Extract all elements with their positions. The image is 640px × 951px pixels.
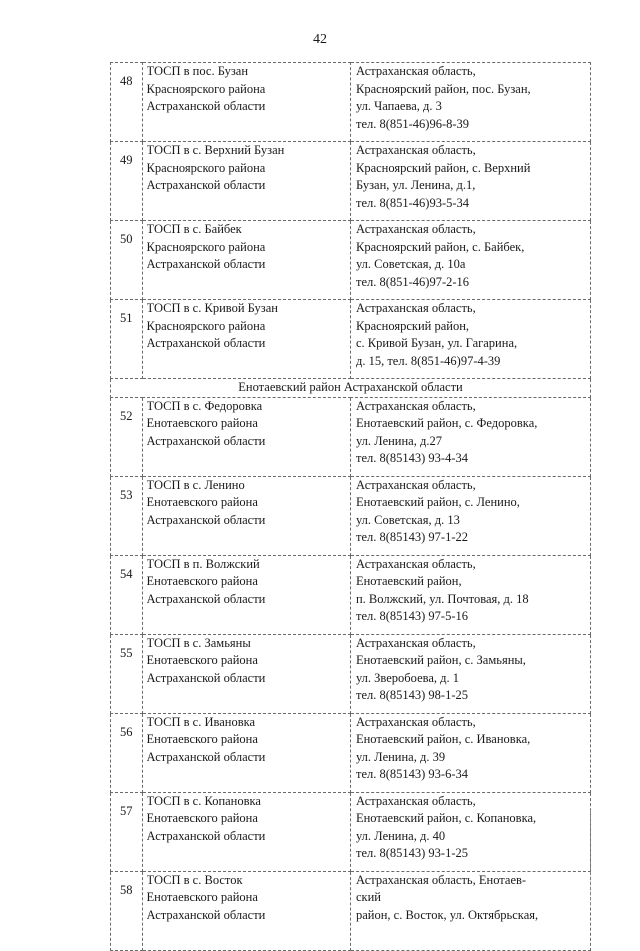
office-name-cell: [142, 555, 350, 634]
address-cell: [350, 792, 590, 871]
office-name-cell: [142, 397, 350, 476]
row-number: 55: [111, 634, 143, 713]
table-row: [111, 63, 591, 142]
address-line: Астраханская область,: [355, 556, 476, 571]
table-row: [111, 713, 591, 792]
address-line: ул. Ленина, д. 40: [355, 828, 446, 843]
address-line: Красноярский район, с. Байбек,: [355, 239, 525, 254]
office-name-cell: [142, 792, 350, 871]
office-name-line: ТОСП в с. Байбек: [146, 222, 242, 236]
address-line: ул. Чапаева, д. 3: [355, 99, 442, 113]
address-line: Астраханская область,: [355, 222, 476, 236]
address-line: район, с. Восток, ул. Октябрьская,: [355, 907, 539, 922]
office-name-line: Енотаевского района: [146, 732, 258, 746]
address-line: тел. 8(85143) 97-5-16: [355, 609, 469, 623]
office-name-line: Астраханской области: [146, 99, 266, 113]
row-number: 57: [111, 792, 143, 871]
address-line: ул. Ленина, д.27: [355, 433, 442, 448]
district-header-row: [111, 379, 591, 398]
address-cell: [350, 221, 590, 300]
address-line: Енотаевский район, с. Ивановка,: [355, 732, 531, 746]
office-name-line: Енотаевского района: [146, 416, 258, 430]
address-line: Астраханская область,: [355, 793, 476, 808]
address-line: д. 15, тел. 8(851-46)97-4-39: [355, 353, 501, 368]
address-cell: [350, 63, 590, 142]
address-line: тел. 8(851-46)97-2-16: [355, 274, 470, 289]
address-line: ский: [355, 890, 381, 904]
office-name-line: Астраханской области: [146, 433, 266, 448]
address-cell: [350, 555, 590, 634]
office-name-cell: [142, 63, 350, 142]
office-name-line: ТОСП в с. Ленино: [146, 477, 245, 492]
address-line: Астраханская область,: [355, 398, 476, 413]
office-name-cell: [142, 634, 350, 713]
row-number: 49: [111, 142, 143, 221]
office-name-line: ТОСП в с. Копановка: [146, 793, 261, 808]
row-number: 54: [111, 555, 143, 634]
office-name-line: Астраханской области: [146, 336, 266, 350]
office-name-line: Астраханской области: [146, 591, 266, 606]
table-row: [111, 871, 591, 950]
row-number: 51: [111, 300, 143, 379]
office-name-line: ТОСП в с. Ивановка: [146, 714, 256, 729]
office-name-line: Астраханской области: [146, 512, 266, 527]
table-row: [111, 792, 591, 871]
margin-line: [590, 810, 592, 905]
row-number: 56: [111, 713, 143, 792]
office-name-line: ТОСП в пос. Бузан: [146, 64, 249, 78]
office-name-line: ТОСП в с. Кривой Бузан: [146, 301, 278, 315]
table-row: [111, 300, 591, 379]
office-name-cell: [142, 476, 350, 555]
office-name-cell: [142, 871, 350, 950]
office-name-line: Красноярского района: [146, 318, 266, 333]
address-line: Астраханская область,: [355, 714, 476, 729]
row-number: 53: [111, 476, 143, 555]
address-line: тел. 8(85143) 93-1-25: [355, 846, 469, 860]
row-number: 52: [111, 397, 143, 476]
address-line: Красноярский район,: [355, 318, 470, 333]
table-row: [111, 142, 591, 221]
address-line: Астраханская область,: [355, 477, 476, 492]
address-line: Красноярский район, с. Верхний: [355, 160, 531, 175]
address-line: тел. 8(85143) 97-1-22: [355, 530, 469, 544]
office-name-line: Енотаевского района: [146, 890, 258, 904]
office-name-cell: [142, 713, 350, 792]
office-name-line: Енотаевского района: [146, 495, 258, 509]
address-line: Астраханская область,: [355, 143, 476, 157]
office-name-line: ТОСП в с. Федоровка: [146, 398, 263, 413]
office-name-line: Астраханской области: [146, 907, 266, 922]
address-line: Астраханская область,: [355, 64, 476, 78]
office-name-line: Астраханской области: [146, 828, 266, 843]
address-line: тел. 8(85143) 98-1-25: [355, 688, 469, 702]
office-name-line: Астраханской области: [146, 178, 266, 192]
table-row: [111, 634, 591, 713]
address-cell: [350, 871, 590, 950]
address-line: тел. 8(851-46)96-8-39: [355, 116, 470, 131]
table-row: [111, 476, 591, 555]
address-line: Бузан, ул. Ленина, д.1,: [355, 178, 476, 192]
address-line: тел. 8(85143) 93-4-34: [355, 451, 469, 465]
office-name-cell: [142, 221, 350, 300]
address-line: ул. Зверобоева, д. 1: [355, 670, 460, 685]
office-name-line: Астраханской области: [146, 670, 266, 685]
office-name-line: ТОСП в с. Восток: [146, 872, 243, 887]
row-number: 50: [111, 221, 143, 300]
address-line: тел. 8(851-46)93-5-34: [355, 195, 470, 210]
address-line: Енотаевский район, с. Федоровка,: [355, 416, 538, 430]
office-name-line: ТОСП в п. Волжский: [146, 556, 260, 571]
office-name-cell: [142, 142, 350, 221]
address-line: п. Волжский, ул. Почтовая, д. 18: [355, 591, 529, 606]
registry-table: [110, 62, 591, 951]
address-cell: [350, 634, 590, 713]
address-line: Енотаевский район, с. Ленино,: [355, 495, 520, 509]
office-name-line: Енотаевского района: [146, 653, 258, 667]
address-cell: [350, 476, 590, 555]
district-header: Енотаевский район Астраханской области: [111, 379, 591, 398]
address-line: Красноярский район, пос. Бузан,: [355, 81, 531, 96]
office-name-line: Енотаевского района: [146, 574, 258, 588]
office-name-line: ТОСП в с. Верхний Бузан: [146, 143, 285, 157]
address-line: Енотаевский район,: [355, 574, 462, 588]
office-name-line: Красноярского района: [146, 239, 266, 254]
address-line: Астраханская область, Енотаев-: [355, 872, 527, 887]
address-line: ул. Ленина, д. 39: [355, 749, 446, 764]
address-cell: [350, 713, 590, 792]
office-name-line: Енотаевского района: [146, 811, 258, 825]
address-cell: [350, 397, 590, 476]
office-name-line: Астраханской области: [146, 257, 266, 271]
office-name-line: ТОСП в с. Замьяны: [146, 635, 251, 650]
address-line: ул. Советская, д. 13: [355, 512, 460, 527]
address-line: с. Кривой Бузан, ул. Гагарина,: [355, 336, 518, 350]
address-line: Астраханская область,: [355, 635, 476, 650]
registry-body: [111, 63, 591, 951]
office-name-line: Астраханской области: [146, 749, 266, 764]
address-line: Астраханская область,: [355, 301, 476, 315]
page-number: 42: [313, 32, 327, 47]
table-row: [111, 397, 591, 476]
address-line: тел. 8(85143) 93-6-34: [355, 767, 469, 781]
address-cell: [350, 300, 590, 379]
address-line: Енотаевский район, с. Замьяны,: [355, 653, 526, 667]
row-number: 58: [111, 871, 143, 950]
address-cell: [350, 142, 590, 221]
table-row: [111, 221, 591, 300]
table-row: [111, 555, 591, 634]
address-line: ул. Советская, д. 10а: [355, 257, 466, 271]
row-number: 48: [111, 63, 143, 142]
office-name-line: Красноярского района: [146, 160, 266, 175]
office-name-cell: [142, 300, 350, 379]
office-name-line: Красноярского района: [146, 81, 266, 96]
address-line: Енотаевский район, с. Копановка,: [355, 811, 537, 825]
